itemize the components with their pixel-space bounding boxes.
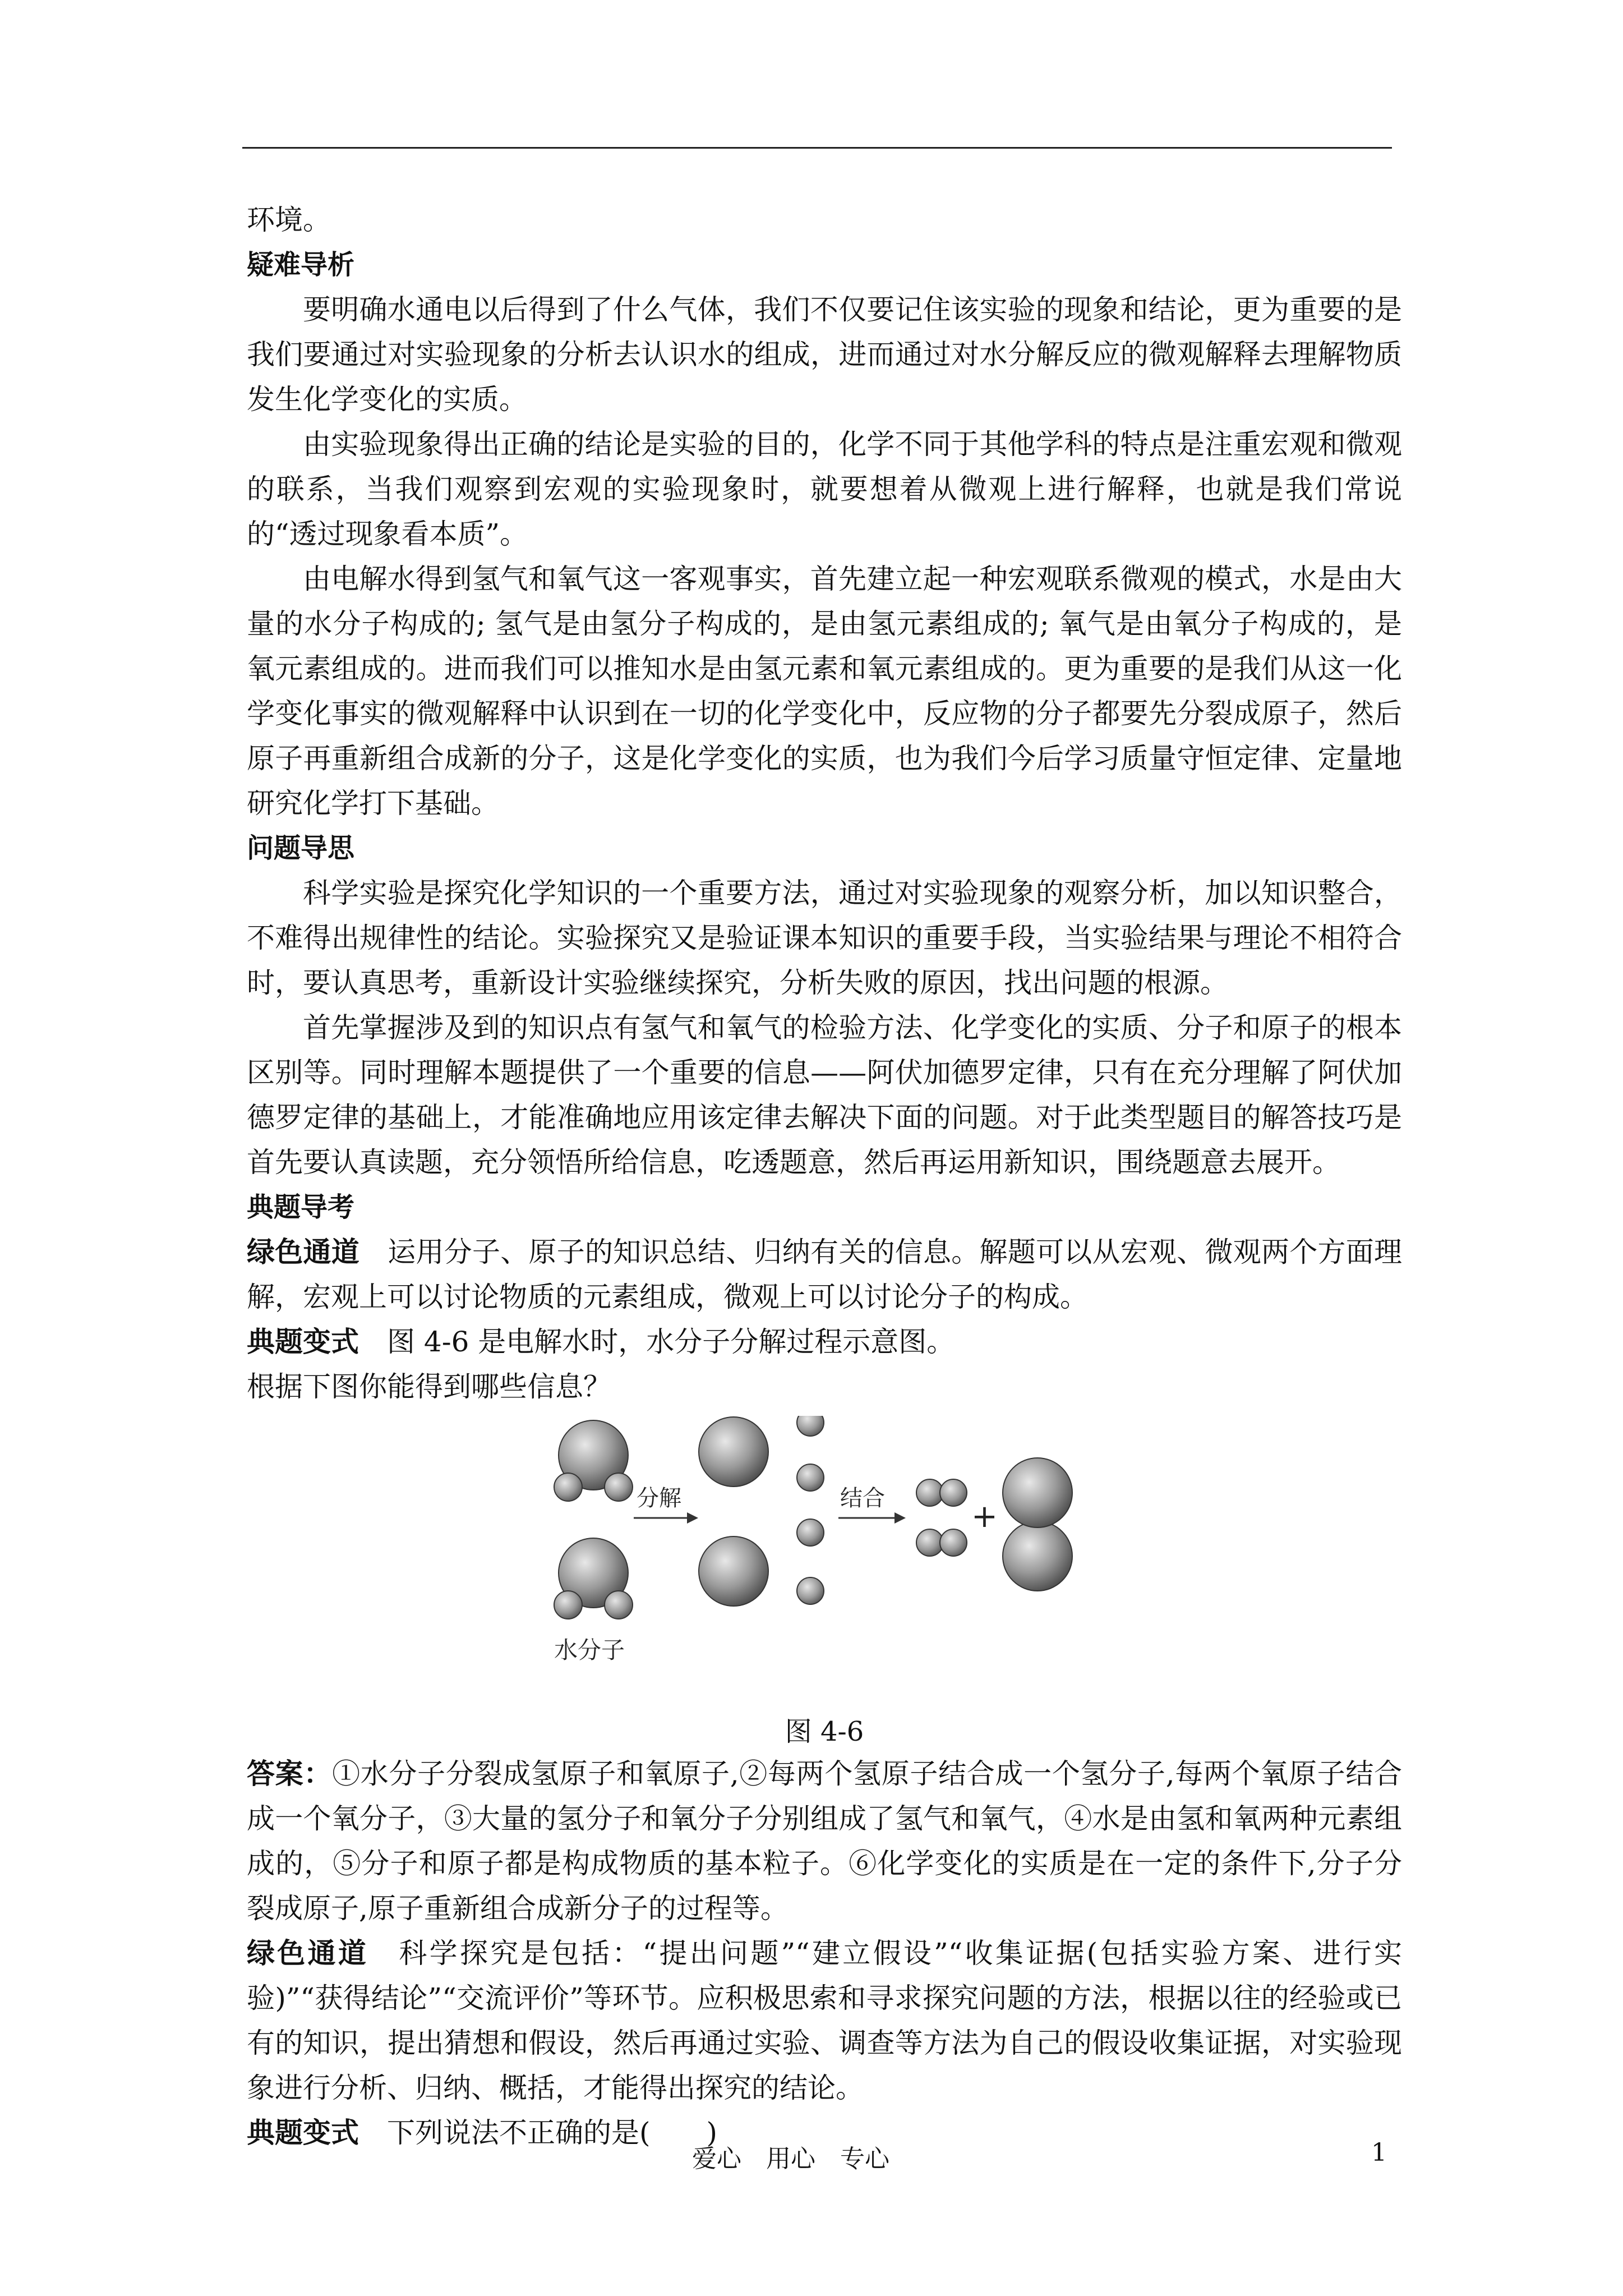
green-channel-text: 科学探究是包括：“提出问题”“建立假设”“收集证据(包括实验方案、进行实验)”“获得结论”“交流评价”等环节。应积极思索和寻求探究问题的方法，根据以往的经验或已有的知识，提出猜想和假设，然后再通过实验、调查等方法为自己的假设收集证据，对实验现象进行分析、归纳、概括，才能得出探究的结论。 bbox=[247, 1937, 1402, 2104]
page-number: 1 bbox=[1371, 2138, 1387, 2167]
water-molecule-diagram bbox=[544, 1416, 1105, 1708]
variant-text: 下列说法不正确的是( ) bbox=[387, 2116, 718, 2149]
answer-text: ①水分子分裂成氢原子和氧原子,②每两个氢原子结合成一个氢分子,每两个氧原子结合成一个氧分子，③大量的氢分子和氧分子分别组成了氢气和氧气，④水是由氢和氧两种元素组成的，⑤分子和原子都是构成物质的基本粒子。⑥化学变化的实质是在一定的条件下,分子分裂成原子,原子重新组合成新分子的过程等。 bbox=[247, 1757, 1403, 1925]
oxygen-atoms bbox=[699, 1417, 768, 1606]
section-heading-thinking: 问题导思 bbox=[247, 832, 355, 864]
plus-sign: + bbox=[971, 1498, 998, 1535]
section-heading-difficulty: 疑难导析 bbox=[247, 249, 355, 280]
combine-arrow bbox=[838, 1485, 906, 1524]
green-channel-1 bbox=[247, 1230, 1402, 1319]
page-content bbox=[247, 197, 1402, 2155]
paragraph: 首先掌握涉及到的知识点有氢气和氧气的检验方法、化学变化的实质、分子和原子的根本区别等。同时理解本题提供了一个重要的信息——阿伏加德罗定律，只有在充分理解了阿伏加德罗定律的基础上，才能准确地应用该定律去解决下面的问题。对于此类型题目的解答技巧是首先要认真读题，充分领悟所给信息，吃透题意，然后再运用新知识，围绕题意去展开。 bbox=[247, 1011, 1402, 1179]
green-channel-label: 绿色通道 bbox=[247, 1236, 359, 1268]
water-molecule-1 bbox=[554, 1420, 633, 1501]
paragraph: 由电解水得到氢气和氧气这一客观事实，首先建立起一种宏观联系微观的模式，水是由大量的水分子构成的; 氢气是由氢分子构成的，是由氢元素组成的; 氧气是由氧分子构成的，是氧元素组成的。进而我们可以推知水是由氢元素和氧元素组成的。更为重要的是我们从这一化学变化事实的微观解释中认识到在一切的化学变化中，反应物的分子都要先分裂成原子，然后原子再重新组合成新的分子，这是化学变化的实质，也为我们今后学习质量守恒定律、定量地研究化学打下基础。 bbox=[247, 563, 1402, 820]
section-heading-exam: 典题导考 bbox=[247, 1191, 355, 1223]
green-channel-text: 运用分子、原子的知识总结、归纳有关的信息。解题可以从宏观、微观两个方面理解，宏观上可以讨论物质的元素组成，微观上可以讨论分子的构成。 bbox=[247, 1236, 1402, 1313]
question: 根据下图你能得到哪些信息？ bbox=[247, 1370, 611, 1403]
green-channel-2 bbox=[247, 1931, 1402, 2110]
decompose-arrow bbox=[634, 1485, 698, 1524]
water-molecule-2 bbox=[554, 1538, 633, 1619]
answer-label: 答案： bbox=[247, 1757, 333, 1790]
decompose-label: 分解 bbox=[637, 1485, 681, 1511]
footer-motto: 爱心 用心 专心 bbox=[692, 2145, 889, 2173]
figure-caption: 图 4-6 bbox=[785, 1716, 864, 1747]
variant-1 bbox=[247, 1319, 1402, 1364]
hydrogen-atoms bbox=[797, 1416, 824, 1604]
combine-label: 结合 bbox=[840, 1485, 885, 1511]
variant-label: 典题变式 bbox=[247, 1326, 359, 1358]
variant-label: 典题变式 bbox=[247, 2116, 359, 2149]
paragraph: 由实验现象得出正确的结论是实验的目的，化学不同于其他学科的特点是注重宏观和微观的联系，当我们观察到宏观的实验现象时，就要想着从微观上进行解释，也就是我们常说的“透过现象看本质”。 bbox=[247, 428, 1402, 550]
paragraph: 科学实验是探究化学知识的一个重要方法，通过对实验现象的观察分析，加以知识整合，不难得出规律性的结论。实验探究又是验证课本知识的重要手段，当实验结果与理论不相符合时，要认真思考，重新设计实验继续探究，分析失败的原因，找出问题的根源。 bbox=[247, 877, 1402, 999]
water-molecule-label: 水分子 bbox=[554, 1636, 625, 1664]
variant-text: 图 4-6 是电解水时，水分子分解过程示意图。 bbox=[387, 1326, 955, 1358]
intro-tail: 环境。 bbox=[247, 204, 331, 236]
hydrogen-molecules bbox=[916, 1479, 967, 1556]
green-channel-label: 绿色通道 bbox=[247, 1937, 369, 1970]
header-rule bbox=[242, 147, 1392, 149]
answer bbox=[247, 1751, 1402, 1931]
electrolysis-figure bbox=[247, 1409, 1402, 1712]
oxygen-molecule bbox=[1003, 1458, 1072, 1591]
paragraph: 要明确水通电以后得到了什么气体，我们不仅要记住该实验的现象和结论，更为重要的是我们要通过对实验现象的分析去认识水的组成，进而通过对水分解反应的微观解释去理解物质发生化学变化的实质。 bbox=[247, 293, 1402, 416]
